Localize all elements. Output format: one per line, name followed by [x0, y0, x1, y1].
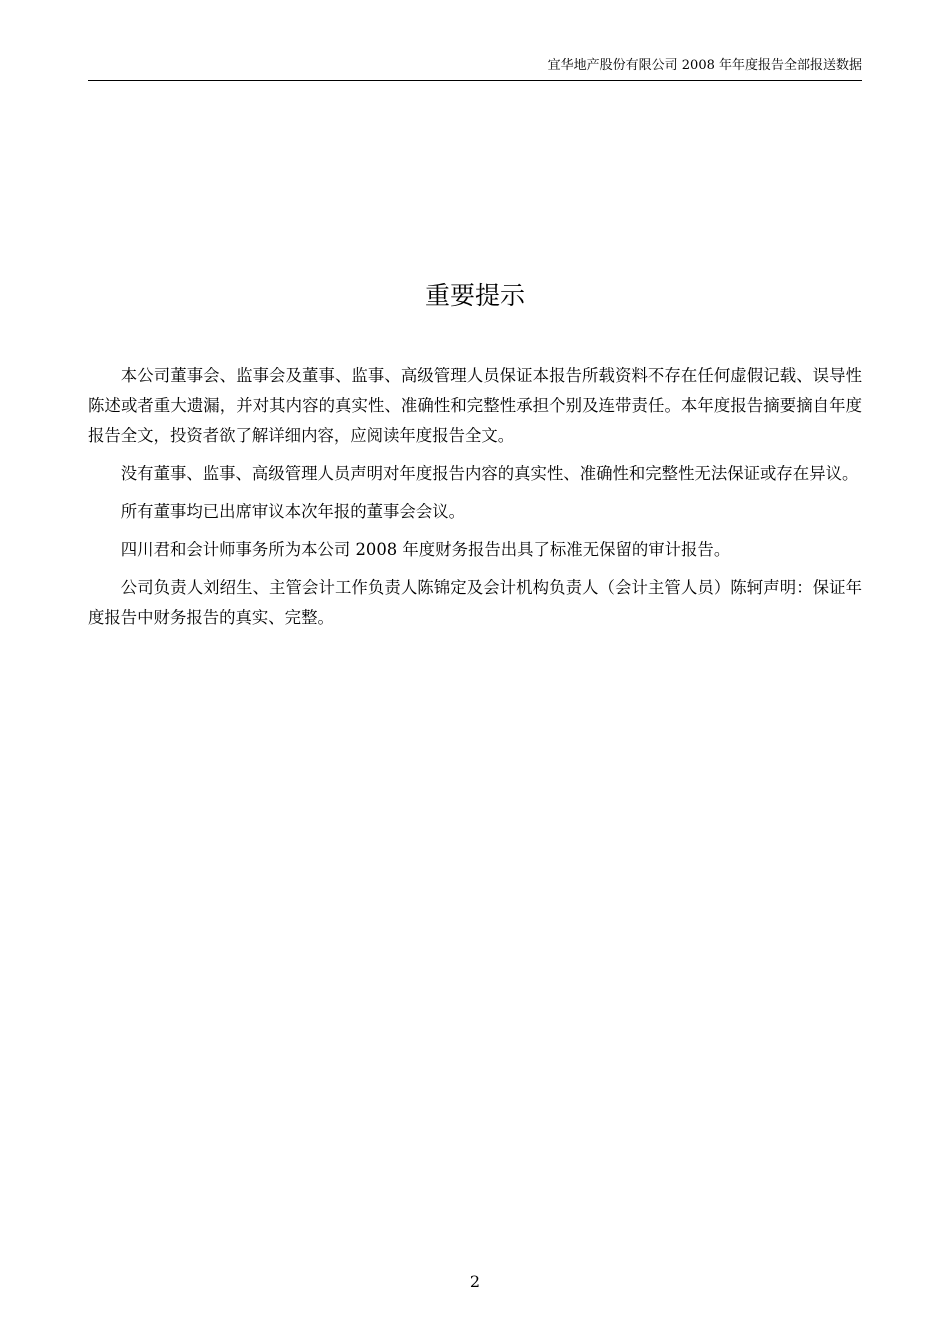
paragraph-responsible-persons: 公司负责人刘绍生、主管会计工作负责人陈锦定及会计机构负责人（会计主管人员）陈轲声明：保证年度报告中财务报告的真实、完整。 — [88, 578, 862, 627]
paragraph-board-guarantee: 本公司董事会、监事会及董事、监事、高级管理人员保证本报告所载资料不存在任何虚假记载、误导性陈述或者重大遗漏，并对其内容的真实性、准确性和完整性承担个别及连带责任。本年度报告摘要摘自年度报告全文，投资者欲了解详细内容，应阅读年度报告全文。 — [88, 366, 862, 445]
page-header — [88, 56, 862, 81]
page-number: 2 — [469, 1272, 481, 1291]
header-text: 宜华地产股份有限公司 2008 年年度报告全部报送数据 — [547, 58, 862, 73]
paragraph-directors-attendance: 所有董事均已出席审议本次年报的董事会会议。 — [120, 502, 465, 521]
page-title: 重要提示 — [424, 281, 525, 310]
paragraph-audit-opinion: 四川君和会计师事务所为本公司 2008 年度财务报告出具了标准无保留的审计报告。 — [120, 540, 731, 559]
paragraph-no-objection: 没有董事、监事、高级管理人员声明对年度报告内容的真实性、准确性和完整性无法保证或存在异议。 — [120, 464, 859, 483]
body-text — [88, 361, 862, 641]
